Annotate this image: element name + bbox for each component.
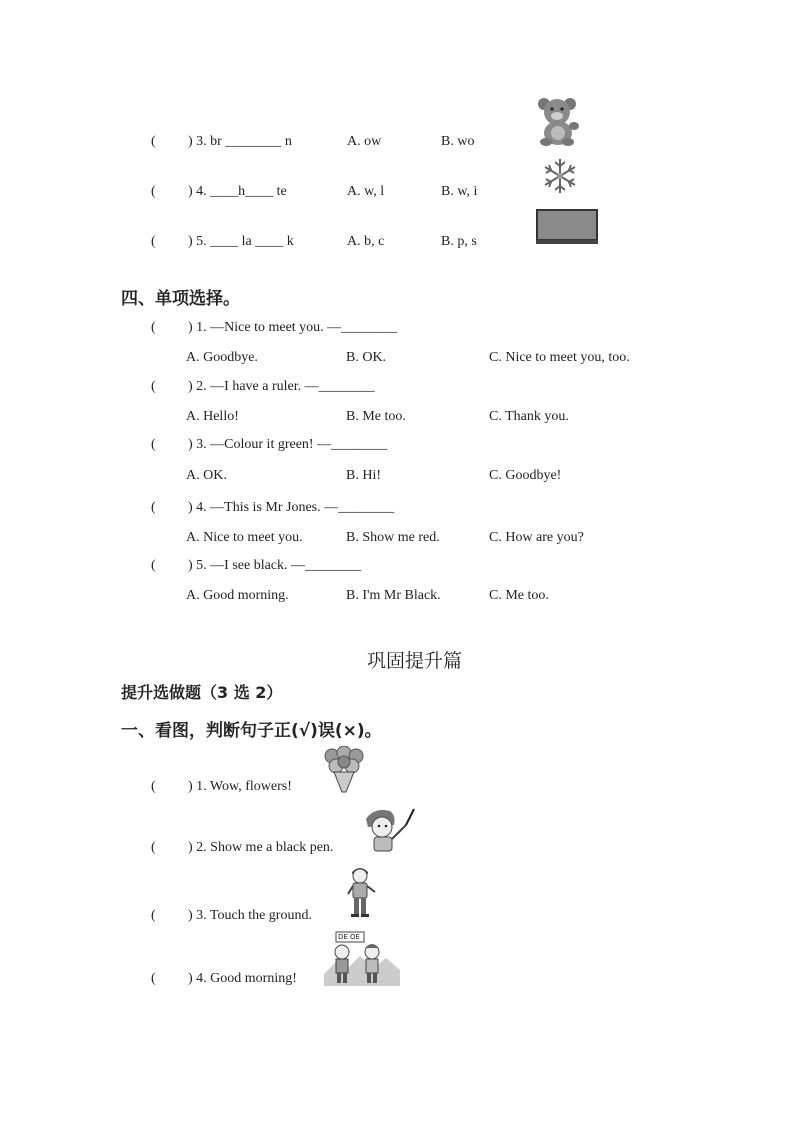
two-kids-greeting-icon [324, 926, 400, 986]
option-c[interactable]: C. Thank you. [489, 409, 569, 424]
boy-standing-icon [344, 864, 378, 918]
option-c[interactable]: C. Me too. [489, 588, 549, 603]
answer-paren[interactable]: ( [151, 134, 156, 149]
question-text: ) 4. ____h____ te [188, 184, 287, 199]
option-a[interactable]: A. w, l [347, 184, 385, 199]
answer-paren[interactable]: ( [151, 320, 156, 335]
question-text: ) 2. Show me a black pen. [188, 840, 334, 855]
answer-paren[interactable]: ( [151, 379, 156, 394]
teddy-bear-icon [536, 96, 582, 146]
question-text: ) 1. Wow, flowers! [188, 779, 292, 794]
blackboard-icon [536, 209, 598, 245]
question-text: ) 4. —This is Mr Jones. —________ [188, 500, 395, 515]
question-text: ) 4. Good morning! [188, 971, 297, 986]
question-text: ) 5. ____ la ____ k [188, 234, 294, 249]
option-a[interactable]: A. Good morning. [186, 588, 289, 603]
option-b[interactable]: B. OK. [346, 350, 387, 365]
question-text: ) 1. —Nice to meet you. —________ [188, 320, 398, 335]
option-c[interactable]: C. Nice to meet you, too. [489, 350, 630, 365]
answer-paren[interactable]: ( [151, 779, 156, 794]
subtitle: 提升选做题（3 选 2） [121, 683, 283, 702]
option-a[interactable]: A. Hello! [186, 409, 239, 424]
question-text: ) 3. —Colour it green! —________ [188, 437, 388, 452]
option-c[interactable]: C. Goodbye! [489, 468, 562, 483]
section1-title: 一、看图，判断句子正(√)误(×)。 [121, 721, 382, 741]
option-a[interactable]: A. Nice to meet you. [186, 530, 303, 545]
answer-paren[interactable]: ( [151, 437, 156, 452]
option-b[interactable]: B. p, s [441, 234, 477, 249]
option-a[interactable]: A. b, c [347, 234, 385, 249]
answer-paren[interactable]: ( [151, 500, 156, 515]
option-b[interactable]: B. I'm Mr Black. [346, 588, 441, 603]
section4-title: 四、单项选择。 [121, 289, 240, 309]
option-b[interactable]: B. Show me red. [346, 530, 440, 545]
question-text: ) 3. br ________ n [188, 134, 292, 149]
option-a[interactable]: A. ow [347, 134, 382, 149]
question-text: ) 3. Touch the ground. [188, 908, 312, 923]
answer-paren[interactable]: ( [151, 558, 156, 573]
option-b[interactable]: B. wo [441, 134, 475, 149]
answer-paren[interactable]: ( [151, 971, 156, 986]
answer-paren[interactable]: ( [151, 184, 156, 199]
answer-paren[interactable]: ( [151, 234, 156, 249]
girl-with-pen-icon [360, 805, 418, 855]
flowers-icon [322, 746, 366, 794]
option-a[interactable]: A. OK. [186, 468, 227, 483]
snowflake-icon [542, 157, 578, 195]
answer-paren[interactable]: ( [151, 840, 156, 855]
option-c[interactable]: C. How are you? [489, 530, 584, 545]
option-b[interactable]: B. Hi! [346, 468, 381, 483]
part-title: 巩固提升篇 [367, 650, 463, 672]
question-text: ) 2. —I have a ruler. —________ [188, 379, 375, 394]
option-b[interactable]: B. Me too. [346, 409, 406, 424]
option-a[interactable]: A. Goodbye. [186, 350, 258, 365]
answer-paren[interactable]: ( [151, 908, 156, 923]
option-b[interactable]: B. w, i [441, 184, 478, 199]
question-text: ) 5. —I see black. —________ [188, 558, 362, 573]
sign-text: DE OE [338, 933, 360, 941]
